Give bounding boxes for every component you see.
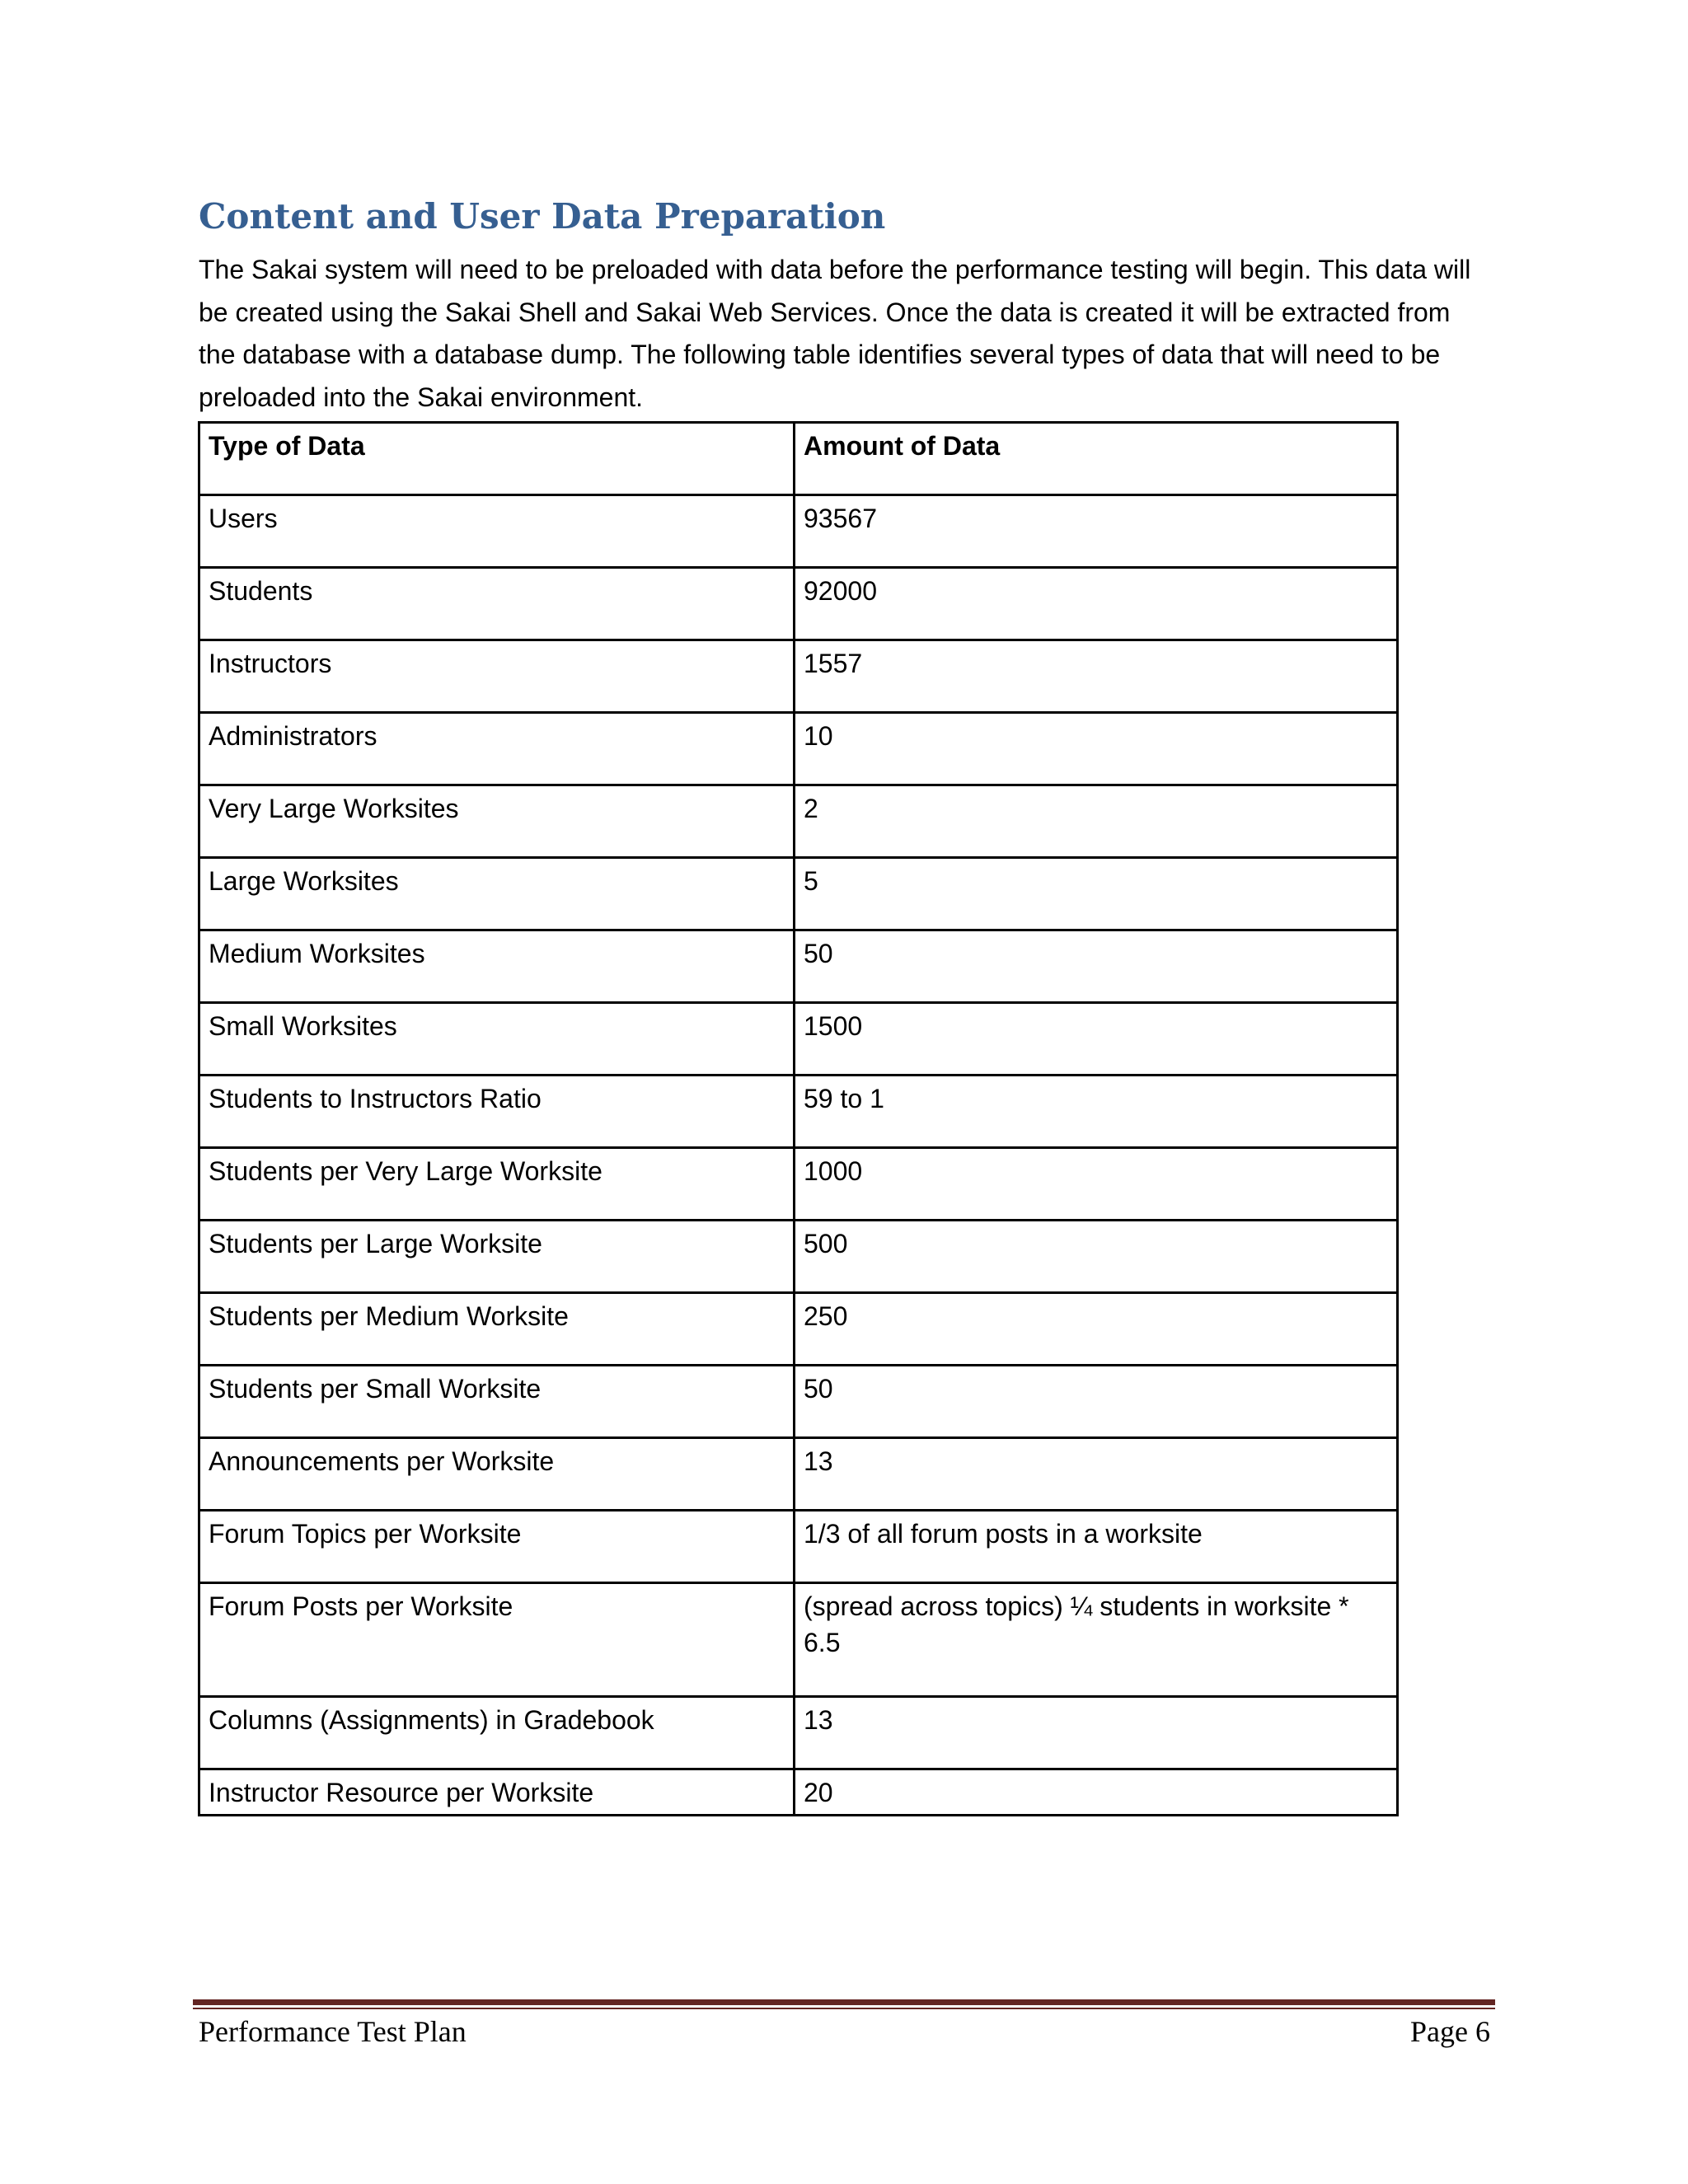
row-type-cell: Columns (Assignments) in Gradebook [199,1697,795,1769]
row-amount-cell: 50 [795,930,1398,1003]
table-row [199,1769,1398,1816]
row-type-cell: Students to Instructors Ratio [199,1076,795,1148]
header-amount-of-data: Amount of Data [795,423,1398,495]
row-type-cell: Students per Very Large Worksite [199,1148,795,1221]
footer-document-title: Performance Test Plan [199,2015,467,2048]
header-type-of-data: Type of Data [199,423,795,495]
row-amount-cell: 50 [795,1366,1398,1438]
table-row [199,1076,1398,1148]
row-type-cell: Forum Posts per Worksite [199,1583,795,1697]
row-type-cell: Announcements per Worksite [199,1438,795,1511]
row-amount-cell: 13 [795,1697,1398,1769]
footer-rule-thin [193,2008,1495,2009]
table-row [199,1221,1398,1293]
footer-rule [193,1999,1495,2011]
row-type-cell: Small Worksites [199,1003,795,1076]
intro-paragraph: The Sakai system will need to be preloaded with data before the performance testing will begin. This data will be created using the Sakai Shell and Sakai Web Services. Once the data is created it will be extracted from the database with a database dump. The following table identifies several types of data that will need to be preloaded into the Sakai environment. [199,255,1471,412]
row-amount-cell: 1000 [795,1148,1398,1221]
table-row [199,1697,1398,1769]
row-type-cell: Medium Worksites [199,930,795,1003]
row-amount-cell: 1557 [795,640,1398,713]
section-heading: Content and User Data Preparation [199,196,886,237]
row-amount-cell: 1/3 of all forum posts in a worksite [795,1511,1398,1583]
table-row [199,1511,1398,1583]
data-preparation-table [198,421,1399,1816]
row-amount-cell: 250 [795,1293,1398,1366]
row-amount-cell: 93567 [795,495,1398,568]
row-amount-cell: 13 [795,1438,1398,1511]
row-amount-cell: 10 [795,713,1398,785]
row-type-cell: Students per Medium Worksite [199,1293,795,1366]
table-row [199,1293,1398,1366]
row-type-cell: Users [199,495,795,568]
table-row [199,1148,1398,1221]
table-row [199,713,1398,785]
table-row [199,1438,1398,1511]
row-type-cell: Students per Large Worksite [199,1221,795,1293]
row-amount-cell: (spread across topics) ¼ students in worksite * 6.5 [795,1583,1398,1697]
table-row [199,1366,1398,1438]
row-type-cell: Forum Topics per Worksite [199,1511,795,1583]
table-row [199,495,1398,568]
table-row [199,858,1398,930]
footer-page-number: Page 6 [1410,2015,1490,2048]
row-amount-cell: 2 [795,785,1398,858]
table-row [199,640,1398,713]
table-row [199,1003,1398,1076]
table-row [199,1583,1398,1697]
row-type-cell: Very Large Worksites [199,785,795,858]
row-type-cell: Students per Small Worksite [199,1366,795,1438]
row-type-cell: Large Worksites [199,858,795,930]
row-amount-cell: 92000 [795,568,1398,640]
row-type-cell: Administrators [199,713,795,785]
footer-rule-thick [193,1999,1495,2005]
table-row [199,930,1398,1003]
row-type-cell: Instructor Resource per Worksite [199,1769,795,1816]
row-amount-cell: 1500 [795,1003,1398,1076]
row-amount-cell: 5 [795,858,1398,930]
table-row [199,785,1398,858]
row-amount-cell: 20 [795,1769,1398,1816]
row-amount-cell: 59 to 1 [795,1076,1398,1148]
table-header-row [199,423,1398,495]
row-type-cell: Students [199,568,795,640]
row-amount-cell: 500 [795,1221,1398,1293]
table-row [199,568,1398,640]
row-type-cell: Instructors [199,640,795,713]
